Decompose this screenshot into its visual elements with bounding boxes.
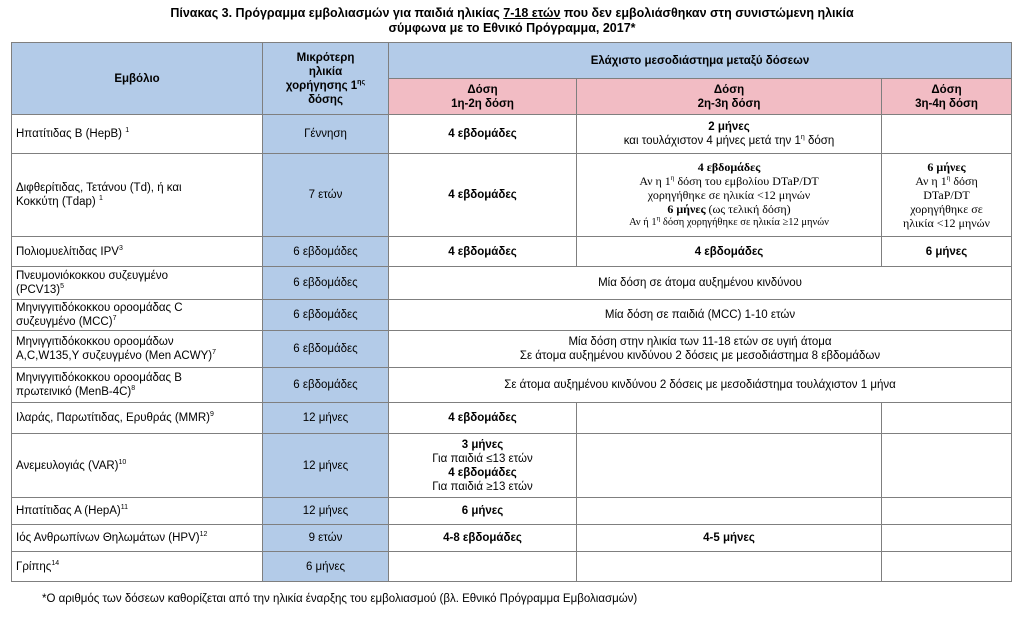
interval-2-3: 4 εβδομάδες Αν η $1^\eta$ δόση του εμβολίου DTaP/DT χορηγήθηκε σε ηλικία <12 μηνών 6 μήνες (ως τελική δόση) Αν ή $1^\eta$ δόση χορηγήθηκε σε ηλικία ≥12 μηνών bbox=[577, 154, 882, 237]
table-row bbox=[12, 368, 1012, 403]
vaccine-name: Ανεμευλογιάς (VAR)$^{10}$ bbox=[12, 434, 263, 498]
min-age: 6 εβδομάδες bbox=[263, 267, 389, 300]
interval-2-3: 4-5 μήνες bbox=[577, 525, 882, 552]
vaccine-name: Ιλαράς, Παρωτίτιδας, Ερυθράς (MMR)$^9$ bbox=[12, 403, 263, 434]
vaccination-schedule-table bbox=[11, 42, 1012, 582]
interval-1-2 bbox=[389, 552, 577, 582]
interval-3-4: 6 μήνες bbox=[882, 237, 1012, 267]
min-age: 9 ετών bbox=[263, 525, 389, 552]
header-dose-1-2: Δόση 1η-2η δόση bbox=[389, 79, 577, 115]
header-vaccine: Εμβόλιο bbox=[12, 43, 263, 115]
interval-span: Μία δόση στην ηλικία των 11-18 ετών σε υγιή άτομα Σε άτομα αυξημένου κινδύνου 2 δόσεις με μεσοδιάστημα 8 εβδομάδων bbox=[389, 331, 1012, 368]
min-age: 6 εβδομάδες bbox=[263, 237, 389, 267]
header-dose-2-3: Δόση 2η-3η δόση bbox=[577, 79, 882, 115]
interval-3-4 bbox=[882, 403, 1012, 434]
table-row bbox=[12, 331, 1012, 368]
table-row bbox=[12, 552, 1012, 582]
vaccine-name: Μηνιγγιτιδόκοκκου οροομάδας C συζευγμένο (MCC)$^7$ bbox=[12, 300, 263, 331]
min-age: 6 εβδομάδες bbox=[263, 300, 389, 331]
interval-2-3 bbox=[577, 552, 882, 582]
interval-1-2: 4-8 εβδομάδες bbox=[389, 525, 577, 552]
interval-3-4 bbox=[882, 552, 1012, 582]
interval-1-2: 4 εβδομάδες bbox=[389, 403, 577, 434]
title-text: Πίνακας 3. Πρόγραμμα εμβολιασμών για παιδιά ηλικίας bbox=[170, 6, 504, 20]
interval-3-4: 6 μήνες Αν η $1^\eta$ δόση DTaP/DT χορηγήθηκε σε ηλικία <12 μηνών bbox=[882, 154, 1012, 237]
interval-span: Μία δόση σε παιδιά (MCC) 1-10 ετών bbox=[389, 300, 1012, 331]
interval-3-4 bbox=[882, 498, 1012, 525]
interval-span: Σε άτομα αυξημένου κινδύνου 2 δόσεις με μεσοδιάστημα τουλάχιστον 1 μήνα bbox=[389, 368, 1012, 403]
vaccine-name: Ιός Ανθρωπίνων Θηλωμάτων (HPV)$^{12}$ bbox=[12, 525, 263, 552]
interval-1-2: 4 εβδομάδες bbox=[389, 237, 577, 267]
vaccine-name: Διφθερίτιδας, Τετάνου (Td), ή και Κοκκύτη (Tdap) $^1$ bbox=[12, 154, 263, 237]
interval-span: Μία δόση σε άτομα αυξημένου κινδύνου bbox=[389, 267, 1012, 300]
table-row bbox=[12, 267, 1012, 300]
min-age: 7 ετών bbox=[263, 154, 389, 237]
vaccine-name: Γρίπης$^{14}$ bbox=[12, 552, 263, 582]
title-age-range: 7-18 ετών bbox=[503, 6, 561, 20]
table-title bbox=[0, 6, 1024, 36]
table-row bbox=[12, 154, 1012, 237]
interval-1-2: 4 εβδομάδες bbox=[389, 154, 577, 237]
interval-3-4 bbox=[882, 525, 1012, 552]
header-min-age: Μικρότερη ηλικία χορήγησης $1^{\eta\varsigma}$ δόσης bbox=[263, 43, 389, 115]
title-text-end: που δεν εμβολιάσθηκαν στη συνιστώμενη ηλικία bbox=[560, 6, 854, 20]
interval-2-3: 2 μήνες και τουλάχιστον 4 μήνες μετά την $1^\eta$ δόση bbox=[577, 115, 882, 154]
interval-3-4 bbox=[882, 115, 1012, 154]
min-age: 6 εβδομάδες bbox=[263, 331, 389, 368]
table-row bbox=[12, 115, 1012, 154]
interval-1-2: 6 μήνες bbox=[389, 498, 577, 525]
header-interval: Ελάχιστο μεσοδιάστημα μεταξύ δόσεων bbox=[389, 43, 1012, 79]
interval-2-3: 4 εβδομάδες bbox=[577, 237, 882, 267]
table-row bbox=[12, 434, 1012, 498]
vaccine-name: Μηνιγγιτιδόκοκκου οροομάδων A,C,W135,Y συζευγμένο (Men ACWY)$^7$ bbox=[12, 331, 263, 368]
table-row bbox=[12, 403, 1012, 434]
vaccine-name: Πνευμονιόκοκκου συζευγμένο $(PCV13)^5$ bbox=[12, 267, 263, 300]
min-age: 12 μήνες bbox=[263, 403, 389, 434]
vaccine-name: Πολιομυελίτιδας IPV$^3$ bbox=[12, 237, 263, 267]
vaccine-name: Ηπατίτιδας Β (HepB) $^1$ bbox=[12, 115, 263, 154]
vaccine-name: Ηπατίτιδας Α (HepA)$^{11}$ bbox=[12, 498, 263, 525]
table-row bbox=[12, 237, 1012, 267]
header-dose-3-4: Δόση 3η-4η δόση bbox=[882, 79, 1012, 115]
interval-3-4 bbox=[882, 434, 1012, 498]
footnote: *Ο αριθμός των δόσεων καθορίζεται από την ηλικία έναρξης του εμβολιασμού (βλ. Εθνικό Πρόγραμμα Εμβολιασμών) bbox=[42, 593, 638, 605]
min-age: Γέννηση bbox=[263, 115, 389, 154]
interval-1-2: 3 μήνες Για παιδιά ≤13 ετών 4 εβδομάδες Για παιδιά ≥13 ετών bbox=[389, 434, 577, 498]
table-row bbox=[12, 498, 1012, 525]
table-row bbox=[12, 525, 1012, 552]
table-row bbox=[12, 300, 1012, 331]
min-age: 6 μήνες bbox=[263, 552, 389, 582]
interval-2-3 bbox=[577, 403, 882, 434]
interval-2-3 bbox=[577, 498, 882, 525]
min-age: 6 εβδομάδες bbox=[263, 368, 389, 403]
title-line2: σύμφωνα με το Εθνικό Πρόγραμμα, 2017* bbox=[388, 21, 636, 35]
vaccine-name: Μηνιγγιτιδόκοκκου οροομάδας Β πρωτεινικό (MenB-4C)$^8$ bbox=[12, 368, 263, 403]
interval-1-2: 4 εβδομάδες bbox=[389, 115, 577, 154]
min-age: 12 μήνες bbox=[263, 498, 389, 525]
min-age: 12 μήνες bbox=[263, 434, 389, 498]
interval-2-3 bbox=[577, 434, 882, 498]
